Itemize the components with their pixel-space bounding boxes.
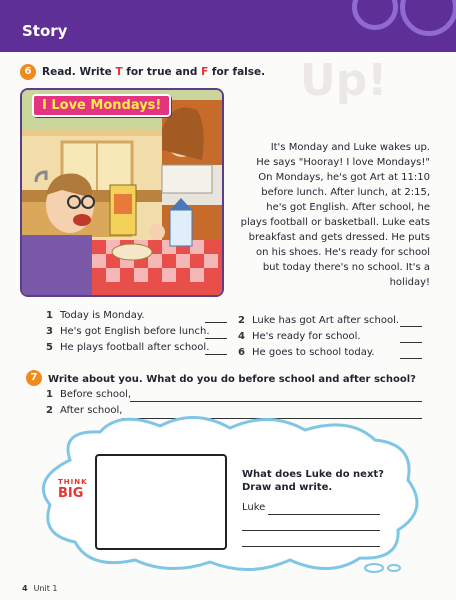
- statement-number: 4: [238, 331, 245, 342]
- answer-blank[interactable]: [205, 354, 227, 355]
- statement-text: Luke has got Art after school.: [252, 315, 400, 326]
- instruction-text: for true and: [122, 66, 202, 78]
- statement-item: [46, 310, 145, 321]
- writing-item: [46, 389, 131, 400]
- writing-line[interactable]: [242, 530, 380, 531]
- page-footer: [22, 584, 58, 593]
- item-number: 1: [46, 389, 53, 400]
- statement-number: 5: [46, 342, 53, 353]
- kitchen-scene-illustration: [22, 90, 222, 295]
- exercise-number: 7: [26, 370, 42, 386]
- answer-blank[interactable]: [205, 338, 227, 339]
- drawing-box[interactable]: [95, 454, 227, 550]
- big-label: BIG: [58, 486, 84, 501]
- instruction-text: for false.: [208, 66, 266, 78]
- answer-blank[interactable]: [400, 342, 422, 343]
- question-line: What does Luke do next?: [242, 469, 384, 480]
- section-title: Story: [22, 22, 68, 40]
- statement-item: [238, 331, 361, 342]
- statement-number: 1: [46, 310, 53, 321]
- statement-number: 6: [238, 347, 245, 358]
- statement-text: He's got English before lunch.: [60, 326, 210, 337]
- statement-item: [238, 347, 375, 358]
- think-big-question: [242, 468, 384, 494]
- section-banner: [0, 0, 456, 52]
- question-line: Draw and write.: [242, 482, 333, 493]
- story-illustration: [20, 88, 224, 297]
- globe-icon: [352, 0, 398, 30]
- false-letter: F: [201, 66, 209, 78]
- writing-line[interactable]: [130, 401, 422, 402]
- statement-item: [46, 342, 209, 353]
- statement-number: 3: [46, 326, 53, 337]
- statement-number: 2: [238, 315, 245, 326]
- exercise-number: 6: [20, 64, 36, 80]
- bleed-through-decoration: Up!: [300, 55, 388, 106]
- item-prompt: After school,: [60, 405, 123, 416]
- statement-text: He plays football after school.: [60, 342, 210, 353]
- statement-text: He's ready for school.: [252, 331, 361, 342]
- story-text: It's Monday and Luke wakes up. He says "Hooray! I love Mondays!" On Mondays, he's got Art at 11:10 before lunch. After lunch, at 2:15, he's got English. After school, he plays football or basketball. Luke eats breakfast and gets dressed. He puts on his shoes. He's ready for school but today there's no school. It's a holiday!: [240, 142, 430, 288]
- story-title: I Love Mondays!: [32, 94, 171, 117]
- answer-blank[interactable]: [205, 322, 227, 323]
- statement-item: [46, 326, 210, 337]
- instruction-text: Read. Write: [42, 66, 116, 78]
- statement-text: He goes to school today.: [252, 347, 375, 358]
- answer-blank[interactable]: [400, 358, 422, 359]
- page-number: 4: [22, 584, 28, 593]
- item-prompt: Before school,: [60, 389, 132, 400]
- item-number: 2: [46, 405, 53, 416]
- think-label: THINK: [58, 478, 88, 486]
- exercise-instruction: Write about you. What do you do before school and after school?: [48, 374, 416, 385]
- exercise-instruction: [42, 66, 265, 78]
- globe-icon: [400, 0, 456, 36]
- answer-blank[interactable]: [400, 326, 422, 327]
- statement-text: Today is Monday.: [60, 310, 145, 321]
- answer-start: Luke: [242, 502, 266, 513]
- writing-line[interactable]: [242, 546, 380, 547]
- statement-item: [238, 315, 399, 326]
- unit-label: Unit 1: [33, 584, 58, 593]
- writing-line[interactable]: [268, 514, 380, 515]
- true-letter: T: [115, 66, 123, 78]
